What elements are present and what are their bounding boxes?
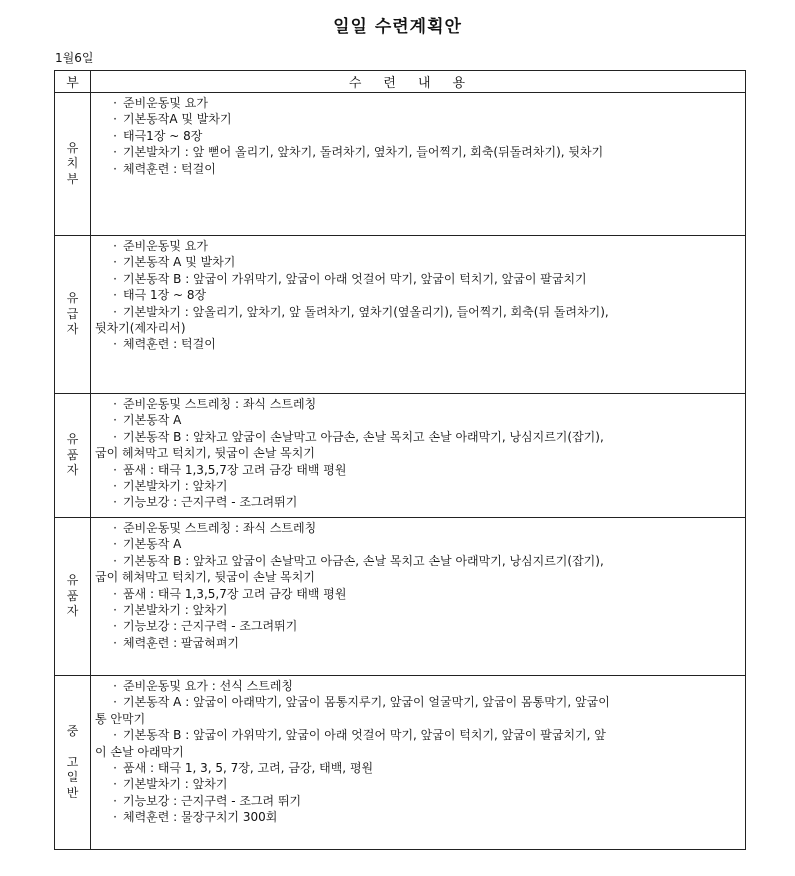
division-char: 고 [66, 754, 79, 769]
list-item: · 준비운동및 요가 [95, 238, 745, 254]
division-char: 품 [66, 447, 79, 462]
division-cell [55, 394, 91, 518]
division-char: 자 [66, 604, 79, 619]
content-lines [91, 676, 745, 826]
list-item: · 준비운동및 요가 [95, 95, 745, 111]
list-item: · 체력훈련 : 물장구치기 300회 [95, 809, 745, 825]
page-title: 일일 수련계획안 [333, 17, 462, 37]
list-item: · 기능보강 : 근지구력 - 조그려뛰기 [95, 494, 745, 510]
division-char: 유 [66, 573, 79, 588]
list-item: 굽이 헤쳐막고 턱치기, 뒷굽이 손날 목치기 [95, 446, 315, 461]
list-item: 굽이 헤쳐막고 턱치기, 뒷굽이 손날 목치기 [95, 570, 315, 585]
table-row [55, 518, 746, 676]
table-row [55, 93, 746, 236]
content-cell [91, 394, 746, 518]
content-lines [91, 518, 745, 651]
list-item: · 기본발차기 : 앞올리기, 앞차기, 앞 돌려차기, 옆차기(옆올리기), 들어찍기, 회축(뒤 돌려차기), [95, 304, 745, 320]
division-cell [55, 93, 91, 236]
list-item: · 기본동작 B : 앞차고 앞굽이 손날막고 아금손, 손날 목치고 손날 아래막기, 낭심지르기(잡기), [95, 553, 745, 569]
content-lines [91, 394, 745, 511]
list-item: · 체력훈련 : 팔굽혀펴기 [95, 635, 745, 651]
content-cell [91, 676, 746, 850]
list-item: · 기본동작 A 및 발차기 [95, 254, 745, 270]
division-char: 유 [66, 291, 79, 306]
plan-date: 1월6일 [55, 51, 94, 65]
list-item: · 태극 1장 ~ 8장 [95, 287, 745, 303]
list-item: · 기본동작A 및 발차기 [95, 111, 745, 127]
division-cell [55, 676, 91, 850]
content-cell [91, 518, 746, 676]
list-item: · 기본동작 A [95, 412, 745, 428]
list-item: · 기본동작 A [95, 536, 745, 552]
list-item: · 기본발차기 : 앞차기 [95, 602, 745, 618]
part-header: 부 [55, 71, 91, 93]
division-char: 치 [66, 156, 79, 171]
content-cell [91, 236, 746, 394]
list-item: · 기본동작 B : 앞차고 앞굽이 손날막고 아금손, 손날 목치고 손날 아래막기, 낭심지르기(잡기), [95, 429, 745, 445]
list-item: 뒷차기(제자리서) [95, 321, 186, 336]
list-item: · 기본발차기 : 앞 뻗어 올리기, 앞차기, 돌려차기, 옆차기, 들어찍기, 회축(뒤돌려차기), 뒷차기 [95, 144, 745, 160]
division-char: 일 [66, 770, 79, 785]
division-cell [55, 518, 91, 676]
table-row [55, 676, 746, 850]
list-item: · 체력훈련 : 턱걸이 [95, 336, 745, 352]
division-char: 급 [66, 306, 79, 321]
list-item: · 체력훈련 : 턱걸이 [95, 161, 745, 177]
division-char: 자 [66, 463, 79, 478]
table-row [55, 394, 746, 518]
content-cell [91, 93, 746, 236]
list-item: · 기본동작 B : 앞굽이 가위막기, 앞굽이 아래 엇걸어 막기, 앞굽이 턱치기, 앞굽이 팔굽치기, 앞 [95, 727, 745, 743]
division-char: 유 [66, 140, 79, 155]
division-char: 자 [66, 322, 79, 337]
list-item: · 품새 : 태극 1,3,5,7장 고려 금강 태백 평원 [95, 586, 745, 602]
list-item: · 기능보강 : 근지구력 - 조그려뛰기 [95, 618, 745, 634]
list-item: · 품새 : 태극 1,3,5,7장 고려 금강 태백 평원 [95, 462, 745, 478]
content-lines [91, 93, 745, 177]
content-header: 수련내용 [91, 71, 746, 93]
content-lines [91, 236, 745, 353]
table-header-row [55, 71, 746, 93]
list-item: · 기능보강 : 근지구력 - 조그려 뛰기 [95, 793, 745, 809]
list-item: 통 안막기 [95, 711, 146, 726]
division-char: 반 [66, 785, 79, 800]
training-plan-table [54, 70, 746, 850]
list-item: · 준비운동및 스트레칭 : 좌식 스트레칭 [95, 520, 745, 536]
list-item: · 기본동작 A : 앞굽이 아래막기, 앞굽이 몸통지루기, 앞굽이 얼굴막기, 앞굽이 몸통막기, 앞굽이 [95, 694, 745, 710]
division-cell [55, 236, 91, 394]
division-char [55, 739, 90, 755]
list-item: · 품새 : 태극 1, 3, 5, 7장, 고려, 금강, 태백, 평원 [95, 760, 745, 776]
division-char: 유 [66, 432, 79, 447]
list-item: 이 손날 아래막기 [95, 744, 184, 759]
division-char: 중 [66, 723, 79, 738]
list-item: · 기본발차기 : 앞차기 [95, 478, 745, 494]
list-item: · 준비운동및 요가 : 선식 스트레칭 [95, 678, 745, 694]
list-item: · 태극1장 ~ 8장 [95, 128, 745, 144]
list-item: · 기본발차기 : 앞차기 [95, 776, 745, 792]
list-item: · 기본동작 B : 앞굽이 가위막기, 앞굽이 아래 엇걸어 막기, 앞굽이 턱치기, 앞굽이 팔굽치기 [95, 271, 745, 287]
division-char: 부 [66, 171, 79, 186]
table-row [55, 236, 746, 394]
list-item: · 준비운동및 스트레칭 : 좌식 스트레칭 [95, 396, 745, 412]
division-char: 품 [66, 588, 79, 603]
